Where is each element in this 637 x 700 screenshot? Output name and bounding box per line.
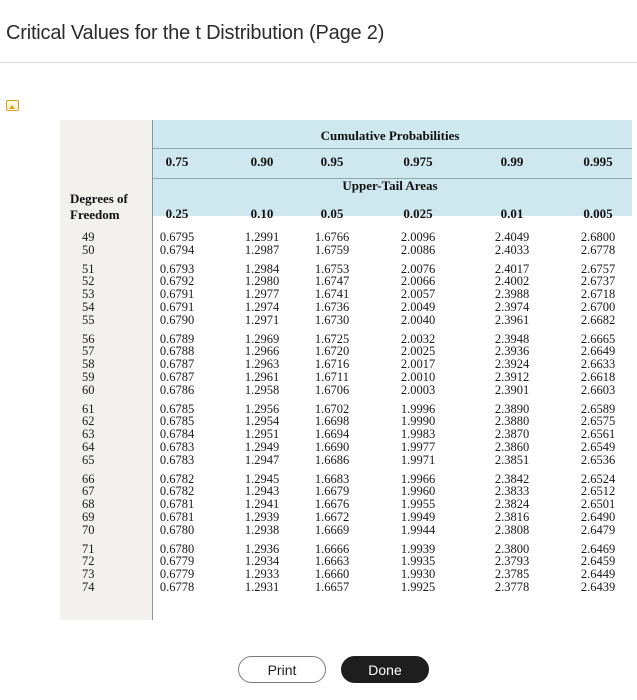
table-cell: 1.9990 <box>400 414 436 429</box>
table-cell: 1.9966 <box>400 471 436 486</box>
table-cell: 1.9935 <box>400 554 436 569</box>
cumulative-header-cell: 0.90 <box>250 154 274 169</box>
table-cell: 1.6706 <box>314 382 350 397</box>
cumulative-header-cell: 0.95 <box>320 154 344 169</box>
table-cell: 2.3824 <box>494 497 530 512</box>
table-cell: 2.3851 <box>494 452 530 467</box>
df-value: 50 <box>82 242 95 257</box>
table-cell: 1.6666 <box>314 541 350 556</box>
table-cell: 2.3974 <box>494 300 530 314</box>
df-value: 62 <box>82 414 95 429</box>
table-cell: 2.6459 <box>580 554 616 569</box>
table-cell: 1.2949 <box>244 440 280 454</box>
column-divider <box>152 120 153 620</box>
table-cell: 0.6782 <box>159 471 195 486</box>
table-cell: 2.0049 <box>400 300 436 314</box>
table-cell: 1.9955 <box>400 497 436 512</box>
table-cell: 1.6679 <box>314 484 350 499</box>
upper-tail-header-cell: 0.025 <box>403 206 433 221</box>
table-cell: 1.6690 <box>314 440 350 454</box>
table-cell: 1.2954 <box>244 414 280 429</box>
table-cell: 1.2971 <box>244 312 280 327</box>
table-cell: 2.4049 <box>494 230 530 244</box>
table-cell: 2.4033 <box>494 242 530 257</box>
df-header-line2: Freedom <box>70 207 120 222</box>
upper-tail-header-cell: 0.10 <box>250 206 274 221</box>
table-cell: 1.6730 <box>314 312 350 327</box>
table-cell: 2.0096 <box>400 230 436 244</box>
table-cell: 2.3880 <box>494 414 530 429</box>
table-cell: 2.6649 <box>580 344 616 359</box>
upper-tail-header-cell: 0.25 <box>165 206 189 221</box>
table-cell: 2.3808 <box>494 522 530 537</box>
df-value: 64 <box>82 440 95 454</box>
df-value: 73 <box>82 567 95 582</box>
df-value: 65 <box>82 452 95 467</box>
table-cell: 2.0066 <box>400 274 436 289</box>
table-cell: 2.6479 <box>580 522 616 537</box>
df-value: 54 <box>82 300 95 314</box>
table-cell: 1.6720 <box>314 344 350 359</box>
table-cell: 1.2969 <box>244 331 280 346</box>
title-divider <box>0 62 637 63</box>
table-cell: 1.6683 <box>314 471 350 486</box>
table-cell: 1.6766 <box>314 230 350 244</box>
table-cell: 2.3912 <box>494 370 530 384</box>
table-cell: 2.6512 <box>580 484 616 499</box>
table-cell: 0.6781 <box>159 510 195 524</box>
table-cell: 2.3778 <box>494 580 530 594</box>
table-cell: 2.3901 <box>494 382 530 397</box>
table-cell: 2.4002 <box>494 274 530 289</box>
table-cell: 2.0017 <box>400 357 436 372</box>
table-cell: 2.6665 <box>580 331 616 346</box>
df-value: 61 <box>82 401 95 416</box>
df-value: 67 <box>82 484 95 499</box>
image-icon <box>6 100 19 111</box>
table-cell: 1.9996 <box>400 401 436 416</box>
table-cell: 1.6716 <box>314 357 350 372</box>
table-cell: 1.2991 <box>244 230 280 244</box>
table-cell: 2.0025 <box>400 344 436 359</box>
t-distribution-table <box>60 120 632 620</box>
table-cell: 1.6669 <box>314 522 350 537</box>
table-cell: 0.6782 <box>159 484 195 499</box>
table-cell: 1.2947 <box>244 452 280 467</box>
df-value: 63 <box>82 427 95 442</box>
column-divider <box>475 120 476 620</box>
df-value: 60 <box>82 382 95 397</box>
table-cell: 2.0003 <box>400 382 436 397</box>
table-cell: 1.6759 <box>314 242 350 257</box>
table-cell: 2.0040 <box>400 312 436 327</box>
table-cell: 2.6700 <box>580 300 616 314</box>
table-cell: 2.6633 <box>580 357 616 372</box>
table-cell: 1.6676 <box>314 497 350 512</box>
table-cell: 2.3833 <box>494 484 530 499</box>
table-cell: 2.6757 <box>580 261 616 276</box>
column-divider <box>550 120 551 620</box>
df-value: 57 <box>82 344 95 359</box>
table-cell: 2.6449 <box>580 567 616 582</box>
table-cell: 1.6663 <box>314 554 350 569</box>
table-cell: 1.6672 <box>314 510 350 524</box>
table-cell: 1.2933 <box>244 567 280 582</box>
df-value: 71 <box>82 541 95 556</box>
table-cell: 2.0076 <box>400 261 436 276</box>
table-cell: 1.6725 <box>314 331 350 346</box>
table-cell: 1.2939 <box>244 510 280 524</box>
table-cell: 2.0010 <box>400 370 436 384</box>
table-cell: 1.2956 <box>244 401 280 416</box>
table-cell: 2.3793 <box>494 554 530 569</box>
table-cell: 1.9949 <box>400 510 436 524</box>
table-cell: 2.6778 <box>580 242 616 257</box>
table-cell: 2.3816 <box>494 510 530 524</box>
table-cell: 2.6800 <box>580 230 616 244</box>
df-header-line1: Degrees of <box>70 191 128 206</box>
df-value: 52 <box>82 274 95 289</box>
table-cell: 0.6784 <box>159 427 195 442</box>
table-cell: 2.3860 <box>494 440 530 454</box>
table-cell: 0.6792 <box>159 274 195 289</box>
table-cell: 1.9977 <box>400 440 436 454</box>
table-cell: 2.3870 <box>494 427 530 442</box>
cumulative-header-cell: 0.975 <box>403 154 433 169</box>
df-value: 70 <box>82 522 95 537</box>
table-cell: 1.6747 <box>314 274 350 289</box>
df-value: 59 <box>82 370 95 384</box>
table-cell: 1.6736 <box>314 300 350 314</box>
table-cell: 2.6618 <box>580 370 616 384</box>
table-cell: 2.6490 <box>580 510 616 524</box>
upper-tail-areas-header: Upper-Tail Areas <box>342 178 438 193</box>
table-cell: 1.6657 <box>314 580 350 594</box>
table-cell: 1.2936 <box>244 541 280 556</box>
table-cell: 1.2934 <box>244 554 280 569</box>
table-cell: 1.2931 <box>244 580 280 594</box>
table-cell: 1.9939 <box>400 541 436 556</box>
df-value: 56 <box>82 331 95 346</box>
df-value: 66 <box>82 471 95 486</box>
table-cell: 0.6781 <box>159 497 195 512</box>
cumulative-header-cell: 0.99 <box>500 154 524 169</box>
table-cell: 2.3936 <box>494 344 530 359</box>
table-cell: 2.3800 <box>494 541 530 556</box>
table-cell: 1.2943 <box>244 484 280 499</box>
df-value: 49 <box>82 230 95 244</box>
table-cell: 2.6682 <box>580 312 616 327</box>
upper-tail-header-cell: 0.01 <box>500 206 524 221</box>
table-cell: 1.2966 <box>244 344 280 359</box>
table-cell: 2.6536 <box>580 452 616 467</box>
body-band <box>152 216 632 620</box>
table-cell: 0.6783 <box>159 452 195 467</box>
table-cell: 1.2963 <box>244 357 280 372</box>
column-divider <box>305 120 306 620</box>
table-cell: 1.6686 <box>314 452 350 467</box>
cumulative-header-cell: 0.995 <box>583 154 613 169</box>
table-cell: 0.6791 <box>159 287 195 302</box>
page-title: Critical Values for the t Distribution (Page 2) <box>6 22 385 44</box>
table-cell: 1.9971 <box>400 452 436 467</box>
table-cell: 0.6779 <box>159 567 195 582</box>
table-cell: 2.6549 <box>580 440 616 454</box>
table-cell: 0.6790 <box>159 312 195 327</box>
table-cell: 0.6793 <box>159 261 195 276</box>
table-cell: 0.6780 <box>159 522 195 537</box>
table-cell: 0.6787 <box>159 370 195 384</box>
table-cell: 2.3948 <box>494 331 530 346</box>
table-cell: 1.2941 <box>244 497 280 512</box>
table-cell: 2.6589 <box>580 401 616 416</box>
table-cell: 1.2938 <box>244 522 280 537</box>
table-cell: 1.6702 <box>314 401 350 416</box>
table-cell: 0.6795 <box>159 230 195 244</box>
table-cell: 0.6783 <box>159 440 195 454</box>
df-value: 55 <box>82 312 95 327</box>
df-value: 51 <box>82 261 95 276</box>
table-cell: 1.9930 <box>400 567 436 582</box>
table-cell: 1.2951 <box>244 427 280 442</box>
table-cell: 2.6524 <box>580 471 616 486</box>
table-cell: 2.4017 <box>494 261 530 276</box>
table-cell: 2.3988 <box>494 287 530 302</box>
table-cell: 1.9944 <box>400 522 436 537</box>
column-divider <box>220 120 221 620</box>
table-cell: 0.6778 <box>159 580 195 594</box>
table-cell: 1.6741 <box>314 287 350 302</box>
table-cell: 1.6753 <box>314 261 350 276</box>
column-divider <box>360 120 361 620</box>
table-cell: 1.2958 <box>244 382 280 397</box>
table-cell: 1.6694 <box>314 427 350 442</box>
table-cell: 1.9925 <box>400 580 436 594</box>
table-cell: 1.2977 <box>244 287 280 302</box>
table-cell: 2.6561 <box>580 427 616 442</box>
table-cell: 1.6711 <box>315 370 349 384</box>
table-cell: 2.6718 <box>580 287 616 302</box>
df-value: 69 <box>82 510 95 524</box>
table-cell: 0.6788 <box>159 344 195 359</box>
table-cell: 0.6786 <box>159 382 195 397</box>
header-rule <box>152 148 632 149</box>
df-value: 74 <box>82 580 95 594</box>
table-cell: 0.6785 <box>159 414 195 429</box>
table-cell: 2.6439 <box>580 580 616 594</box>
table-cell: 2.3842 <box>494 471 530 486</box>
table-cell: 1.2980 <box>244 274 280 289</box>
table-cell: 0.6789 <box>159 331 195 346</box>
df-value: 53 <box>82 287 95 302</box>
table-cell: 2.3924 <box>494 357 530 372</box>
table-cell: 2.6469 <box>580 541 616 556</box>
df-value: 68 <box>82 497 95 512</box>
table-cell: 2.6501 <box>580 497 616 512</box>
df-value: 58 <box>82 357 95 372</box>
table-cell: 2.0032 <box>400 331 436 346</box>
table-cell: 0.6787 <box>159 357 195 372</box>
table-cell: 2.0086 <box>400 242 436 257</box>
table-cell: 1.2974 <box>244 300 280 314</box>
table-cell: 2.6737 <box>580 274 616 289</box>
table-cell: 2.3890 <box>494 401 530 416</box>
table-cell: 0.6785 <box>159 401 195 416</box>
done-button[interactable]: Done <box>341 656 429 683</box>
table-cell: 1.6698 <box>314 414 350 429</box>
df-value: 72 <box>82 554 95 569</box>
table-cell: 1.9960 <box>400 484 436 499</box>
table-cell: 2.3785 <box>494 567 530 582</box>
table-cell: 2.6603 <box>580 382 616 397</box>
cumulative-header-cell: 0.75 <box>165 154 189 169</box>
table-cell: 1.2984 <box>244 261 280 276</box>
table-cell: 1.6660 <box>314 567 350 582</box>
cumulative-probabilities-header: Cumulative Probabilities <box>320 128 460 143</box>
table-cell: 0.6794 <box>159 242 195 257</box>
table-cell: 1.2945 <box>244 471 280 486</box>
table-cell: 2.3961 <box>494 312 530 327</box>
table-cell: 0.6780 <box>159 541 195 556</box>
upper-tail-header-cell: 0.05 <box>320 206 344 221</box>
table-cell: 1.2987 <box>244 242 280 257</box>
table-cell: 2.0057 <box>400 287 436 302</box>
table-cell: 0.6779 <box>159 554 195 569</box>
table-cell: 1.2961 <box>244 370 280 384</box>
table-cell: 1.9983 <box>400 427 436 442</box>
table-cell: 2.6575 <box>580 414 616 429</box>
print-button[interactable]: Print <box>238 656 326 683</box>
upper-tail-header-cell: 0.005 <box>583 206 613 221</box>
table-cell: 0.6791 <box>159 300 195 314</box>
